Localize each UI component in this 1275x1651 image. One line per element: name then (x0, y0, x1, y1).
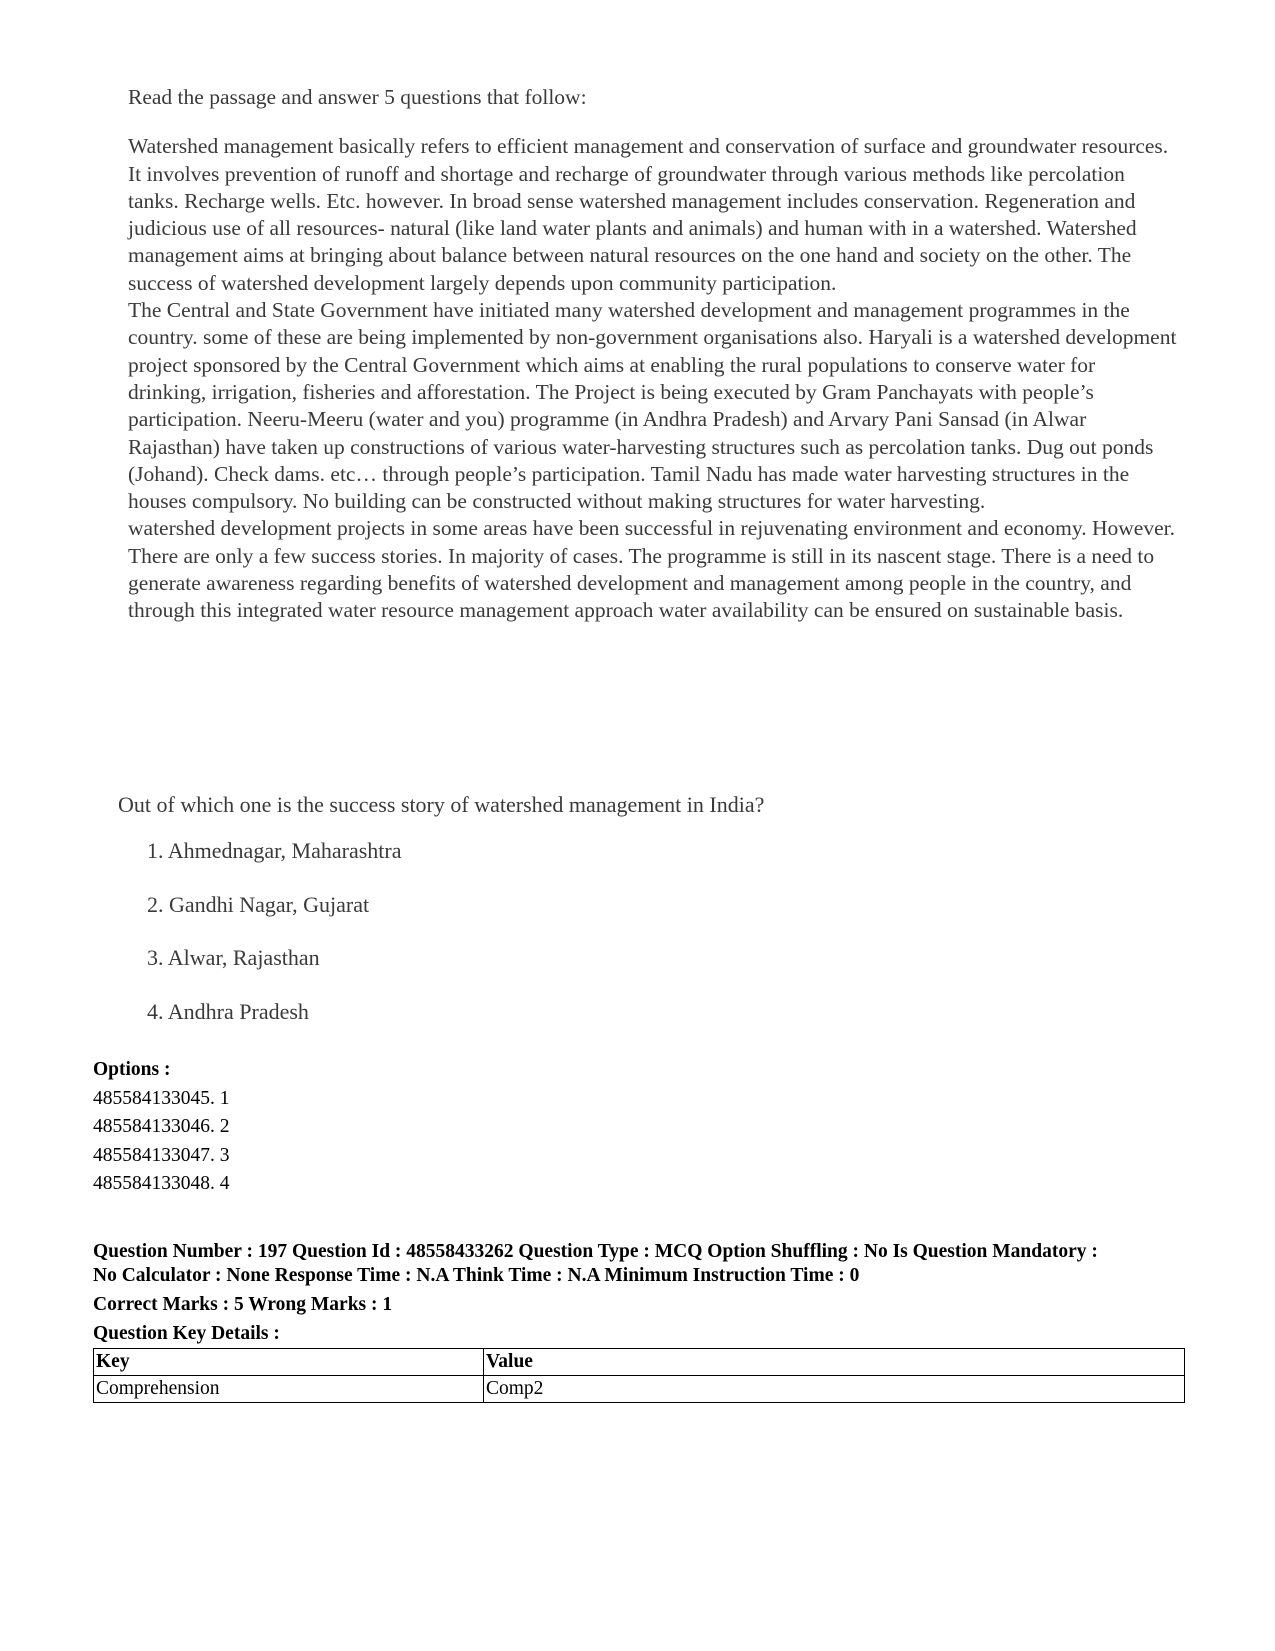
passage-paragraph-1: Watershed management basically refers to efficient management and conservation of surface and groundwater resources. It involves prevention of runoff and shortage and recharge of groundwater through various methods like percolation tanks. Recharge wells. Etc. however. In broad sense watershed management includes conservation. Regeneration and judicious use of all resources- natural (like land water plants and animals) and human with in a watershed. Watershed management aims at bringing about balance between natural resources on the one hand and society on the other. The success of watershed development largely depends upon community participation. (128, 134, 1169, 295)
table-header-key: Key (94, 1349, 484, 1376)
option-item: 485584133048. 4 (93, 1173, 230, 1195)
table-header-value: Value (484, 1349, 1185, 1376)
question-choices (118, 838, 1178, 1052)
marks-line: Correct Marks : 5 Wrong Marks : 1 (93, 1294, 393, 1315)
key-details-heading: Question Key Details : (93, 1323, 280, 1344)
question-info-line-2: No Calculator : None Response Time : N.A Think Time : N.A Minimum Instruction Time : 0 (93, 1265, 860, 1286)
question-text: Out of which one is the success story of watershed management in India? (118, 792, 765, 817)
option-item: 485584133045. 1 (93, 1087, 230, 1109)
option-item: 485584133047. 3 (93, 1144, 230, 1166)
choice-item: 4. Andhra Pradesh (147, 998, 309, 1024)
passage-intro: Read the passage and answer 5 questions that follow: (128, 85, 587, 109)
table-row (94, 1376, 1185, 1403)
table-header-row (94, 1349, 1185, 1376)
options-section (93, 1056, 1193, 1199)
question-image (118, 792, 1178, 1052)
options-heading: Options : (93, 1059, 171, 1080)
table-cell-key: Comprehension (94, 1376, 484, 1403)
question-info (93, 1240, 1203, 1351)
passage-paragraph-2: The Central and State Government have initiated many watershed development and management programmes in the country. some of these are being implemented by non-government organisations also. Haryali is a watershed development project sponsored by the Central Government which aims at enabling the rural populations to conserve water for drinking, irrigation, fisheries and afforestation. The Project is being executed by Gram Panchayats with people’s participation. Neeru-Meeru (water and you) programme (in Andhra Pradesh) and Arvary Pani Sansad (in Alwar Rajasthan) have taken up constructions of various water-harvesting structures such as percolation tanks. Dug out ponds (Johand). Check dams. etc… through people’s participation. Tamil Nadu has made water harvesting structures in the houses compulsory. No building can be constructed without making structures for water harvesting. (128, 298, 1177, 514)
question-info-line-1: Question Number : 197 Question Id : 48558433262 Question Type : MCQ Option Shuffling : No Is Question Mandatory : (93, 1241, 1098, 1262)
passage-paragraph-3: watershed development projects in some areas have been successful in rejuvenating environment and economy. However. There are only a few success stories. In majority of cases. The programme is still in its nascent stage. There is a need to generate awareness regarding benefits of watershed development and management among people in the country, and through this integrated water resource management approach water availability can be ensured on sustainable basis. (128, 516, 1175, 623)
passage-image (118, 84, 1178, 625)
choice-item: 2. Gandhi Nagar, Gujarat (147, 891, 370, 917)
table-cell-value: Comp2 (484, 1376, 1185, 1403)
key-details-table (93, 1348, 1185, 1403)
option-item: 485584133046. 2 (93, 1116, 230, 1138)
choice-item: 3. Alwar, Rajasthan (147, 945, 320, 970)
choice-item: 1. Ahmednagar, Maharashtra (147, 838, 402, 863)
